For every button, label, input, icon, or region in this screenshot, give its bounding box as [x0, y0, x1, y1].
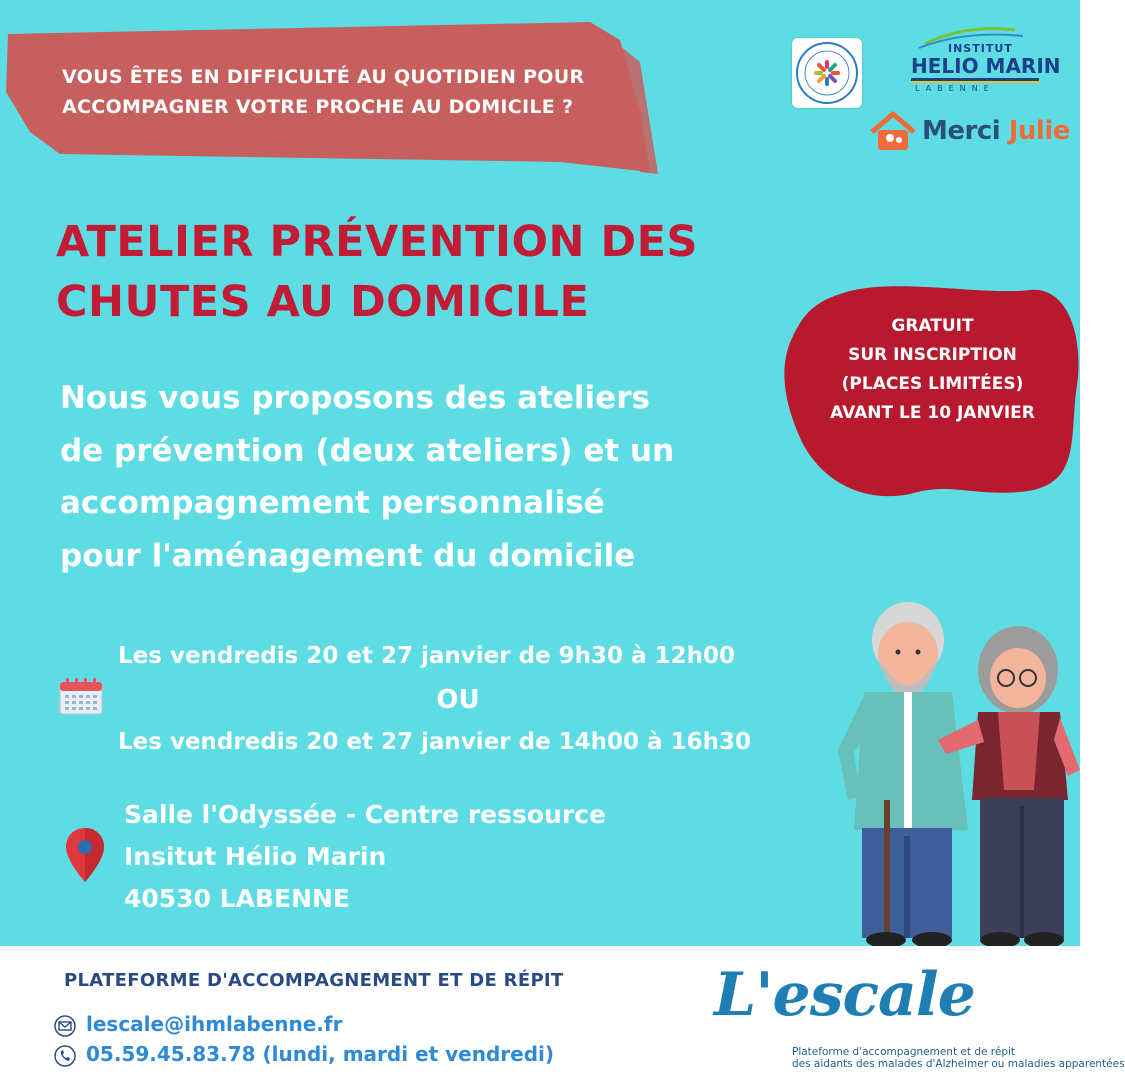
session-morning: Les vendredis 20 et 27 janvier de 9h30 à 12h00 — [118, 643, 735, 669]
escale-tagline-1: Plateforme d'accompagnement et de répit — [792, 1046, 1016, 1058]
merci-word: Merci — [922, 116, 1001, 146]
escale-logo-tagline — [792, 1046, 1125, 1070]
intro-line-3: accompagnement personnalisé — [60, 485, 605, 521]
merci-julie-house-icon — [868, 110, 918, 154]
title-line-1: ATELIER PRÉVENTION DES — [56, 217, 699, 267]
merci-julie-logo — [868, 110, 1068, 154]
elderly-couple-illustration — [828, 600, 1080, 948]
helio-top-text: INSTITUT — [948, 42, 1013, 55]
helio-main-text: HELIO MARIN — [911, 54, 1061, 78]
intro-paragraph — [60, 372, 800, 582]
julie-word: Julie — [1008, 116, 1070, 146]
venue-address — [124, 794, 684, 920]
session-afternoon: Les vendredis 20 et 27 janvier de 14h00 à 16h30 — [118, 729, 751, 755]
banner-line-2: ACCOMPAGNER VOTRE PROCHE AU DOMICILE ? — [62, 96, 574, 118]
intro-line-4: pour l'aménagement du domicile — [60, 537, 636, 574]
conference-logo-icon — [792, 38, 862, 108]
session-or: OU — [436, 685, 480, 715]
mail-icon — [54, 1015, 76, 1037]
badge-line-3: (PLACES LIMITÉES) — [841, 374, 1024, 394]
page-title — [56, 212, 776, 332]
email-link[interactable]: lescale@ihmlabenne.fr — [86, 1012, 343, 1036]
badge-line-2: SUR INSCRIPTION — [848, 345, 1017, 365]
phone-row[interactable] — [54, 1042, 554, 1067]
title-line-2: CHUTES AU DOMICILE — [56, 277, 590, 327]
phone-icon — [54, 1045, 76, 1067]
address-line-1: Salle l'Odyssée - Centre ressource — [124, 800, 606, 829]
badge-line-1: GRATUIT — [891, 316, 974, 336]
merci-julie-text — [922, 116, 1070, 146]
helio-marin-logo-icon — [905, 22, 1061, 102]
intro-line-2: de prévention (deux ateliers) et un — [60, 432, 675, 469]
phone-number[interactable]: 05.59.45.83.78 (lundi, mardi et vendredi) — [86, 1042, 555, 1066]
banner-question — [62, 62, 662, 122]
escale-tagline-2: des aidants des malades d'Alzheimer ou maladies apparentées — [792, 1058, 1125, 1070]
helio-sub-text: LABENNE — [915, 84, 995, 93]
banner-line-1: VOUS ÊTES EN DIFFICULTÉ AU QUOTIDIEN POUR — [62, 66, 585, 88]
calendar-icon — [58, 676, 104, 716]
badge-line-4: AVANT LE 10 JANVIER — [830, 403, 1035, 423]
free-registration-badge — [800, 312, 1065, 428]
intro-line-1: Nous vous proposons des ateliers — [60, 380, 650, 416]
location-pin-icon — [64, 826, 106, 884]
footer-title: PLATEFORME D'ACCOMPAGNEMENT ET DE RÉPIT — [64, 970, 564, 991]
address-line-3: 40530 LABENNE — [124, 884, 351, 913]
address-line-2: Insitut Hélio Marin — [124, 842, 387, 871]
email-row[interactable] — [54, 1012, 342, 1037]
escale-logo-wordmark: L'escale — [714, 960, 975, 1030]
